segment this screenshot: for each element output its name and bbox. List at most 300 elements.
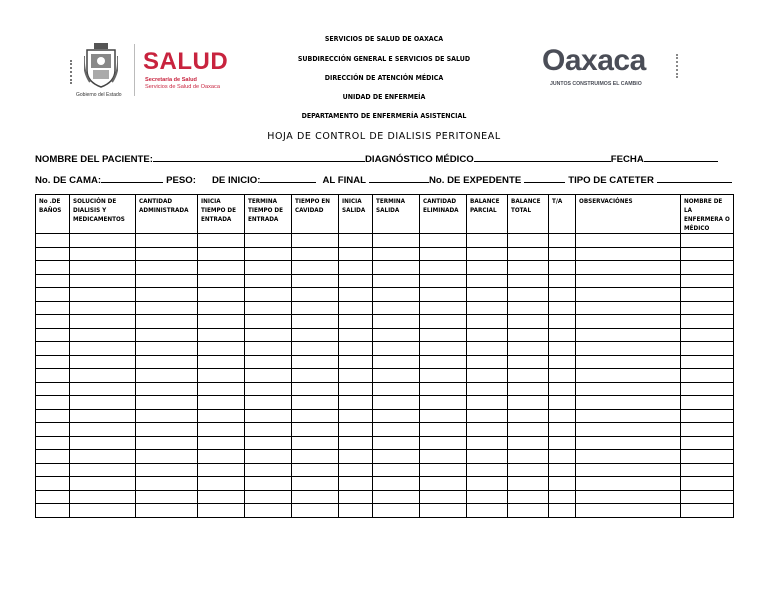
table-cell[interactable] bbox=[198, 423, 245, 437]
table-cell[interactable] bbox=[373, 234, 420, 248]
table-cell[interactable] bbox=[245, 355, 292, 369]
table-cell[interactable] bbox=[681, 504, 734, 518]
table-cell[interactable] bbox=[70, 369, 136, 383]
table-cell[interactable] bbox=[373, 504, 420, 518]
table-cell[interactable] bbox=[576, 247, 681, 261]
table-cell[interactable] bbox=[136, 315, 198, 329]
table-cell[interactable] bbox=[576, 328, 681, 342]
table-cell[interactable] bbox=[292, 261, 339, 275]
table-cell[interactable] bbox=[136, 247, 198, 261]
table-cell[interactable] bbox=[292, 355, 339, 369]
table-cell[interactable] bbox=[467, 423, 508, 437]
table-cell[interactable] bbox=[373, 396, 420, 410]
table-cell[interactable] bbox=[198, 315, 245, 329]
table-cell[interactable] bbox=[36, 261, 70, 275]
table-cell[interactable] bbox=[245, 423, 292, 437]
table-cell[interactable] bbox=[508, 490, 549, 504]
table-cell[interactable] bbox=[508, 261, 549, 275]
table-cell[interactable] bbox=[36, 301, 70, 315]
table-cell[interactable] bbox=[292, 342, 339, 356]
table-cell[interactable] bbox=[420, 315, 467, 329]
table-cell[interactable] bbox=[576, 234, 681, 248]
table-cell[interactable] bbox=[36, 328, 70, 342]
table-cell[interactable] bbox=[136, 409, 198, 423]
table-cell[interactable] bbox=[373, 261, 420, 275]
table-cell[interactable] bbox=[292, 477, 339, 491]
table-cell[interactable] bbox=[36, 436, 70, 450]
table-cell[interactable] bbox=[467, 342, 508, 356]
table-cell[interactable] bbox=[245, 382, 292, 396]
table-cell[interactable] bbox=[198, 436, 245, 450]
table-cell[interactable] bbox=[245, 247, 292, 261]
table-cell[interactable] bbox=[373, 315, 420, 329]
table-cell[interactable] bbox=[292, 463, 339, 477]
table-cell[interactable] bbox=[549, 463, 576, 477]
table-cell[interactable] bbox=[576, 436, 681, 450]
table-cell[interactable] bbox=[576, 355, 681, 369]
table-cell[interactable] bbox=[508, 436, 549, 450]
table-cell[interactable] bbox=[339, 409, 373, 423]
table-cell[interactable] bbox=[70, 288, 136, 302]
table-cell[interactable] bbox=[467, 382, 508, 396]
table-cell[interactable] bbox=[576, 261, 681, 275]
table-cell[interactable] bbox=[339, 369, 373, 383]
table-cell[interactable] bbox=[70, 396, 136, 410]
table-cell[interactable] bbox=[70, 315, 136, 329]
table-cell[interactable] bbox=[373, 490, 420, 504]
table-cell[interactable] bbox=[245, 342, 292, 356]
table-cell[interactable] bbox=[198, 490, 245, 504]
table-cell[interactable] bbox=[681, 396, 734, 410]
table-cell[interactable] bbox=[36, 450, 70, 464]
table-cell[interactable] bbox=[681, 477, 734, 491]
table-cell[interactable] bbox=[339, 355, 373, 369]
table-cell[interactable] bbox=[245, 477, 292, 491]
table-cell[interactable] bbox=[70, 477, 136, 491]
table-cell[interactable] bbox=[508, 396, 549, 410]
table-cell[interactable] bbox=[467, 261, 508, 275]
table-cell[interactable] bbox=[420, 477, 467, 491]
table-cell[interactable] bbox=[373, 288, 420, 302]
table-cell[interactable] bbox=[70, 409, 136, 423]
table-cell[interactable] bbox=[467, 247, 508, 261]
table-cell[interactable] bbox=[467, 450, 508, 464]
table-cell[interactable] bbox=[36, 409, 70, 423]
catheter-type-field[interactable] bbox=[657, 174, 732, 183]
table-cell[interactable] bbox=[373, 369, 420, 383]
table-cell[interactable] bbox=[339, 315, 373, 329]
table-cell[interactable] bbox=[373, 463, 420, 477]
table-cell[interactable] bbox=[508, 342, 549, 356]
table-cell[interactable] bbox=[36, 504, 70, 518]
table-cell[interactable] bbox=[549, 315, 576, 329]
table-cell[interactable] bbox=[681, 288, 734, 302]
table-cell[interactable] bbox=[198, 355, 245, 369]
table-cell[interactable] bbox=[339, 382, 373, 396]
table-cell[interactable] bbox=[508, 355, 549, 369]
table-cell[interactable] bbox=[198, 342, 245, 356]
table-cell[interactable] bbox=[245, 288, 292, 302]
table-cell[interactable] bbox=[549, 261, 576, 275]
table-cell[interactable] bbox=[576, 423, 681, 437]
table-cell[interactable] bbox=[681, 409, 734, 423]
table-cell[interactable] bbox=[136, 490, 198, 504]
table-cell[interactable] bbox=[36, 477, 70, 491]
table-cell[interactable] bbox=[36, 396, 70, 410]
table-cell[interactable] bbox=[420, 261, 467, 275]
table-cell[interactable] bbox=[198, 382, 245, 396]
table-cell[interactable] bbox=[292, 315, 339, 329]
table-cell[interactable] bbox=[467, 409, 508, 423]
table-cell[interactable] bbox=[508, 382, 549, 396]
table-cell[interactable] bbox=[70, 382, 136, 396]
diagnosis-field[interactable] bbox=[474, 153, 611, 162]
table-cell[interactable] bbox=[292, 450, 339, 464]
table-cell[interactable] bbox=[467, 477, 508, 491]
patient-name-field[interactable] bbox=[153, 153, 365, 162]
table-cell[interactable] bbox=[136, 342, 198, 356]
table-cell[interactable] bbox=[70, 328, 136, 342]
table-cell[interactable] bbox=[508, 423, 549, 437]
table-cell[interactable] bbox=[467, 301, 508, 315]
table-cell[interactable] bbox=[681, 301, 734, 315]
table-cell[interactable] bbox=[681, 369, 734, 383]
table-cell[interactable] bbox=[681, 450, 734, 464]
table-cell[interactable] bbox=[70, 261, 136, 275]
table-cell[interactable] bbox=[508, 409, 549, 423]
table-cell[interactable] bbox=[292, 490, 339, 504]
table-cell[interactable] bbox=[245, 315, 292, 329]
table-cell[interactable] bbox=[467, 463, 508, 477]
table-cell[interactable] bbox=[245, 463, 292, 477]
table-cell[interactable] bbox=[420, 382, 467, 396]
table-cell[interactable] bbox=[681, 382, 734, 396]
table-cell[interactable] bbox=[508, 328, 549, 342]
table-cell[interactable] bbox=[508, 504, 549, 518]
table-cell[interactable] bbox=[198, 504, 245, 518]
table-cell[interactable] bbox=[373, 328, 420, 342]
table-cell[interactable] bbox=[198, 288, 245, 302]
table-cell[interactable] bbox=[245, 274, 292, 288]
table-cell[interactable] bbox=[292, 504, 339, 518]
table-cell[interactable] bbox=[549, 369, 576, 383]
table-cell[interactable] bbox=[136, 234, 198, 248]
table-cell[interactable] bbox=[549, 477, 576, 491]
table-cell[interactable] bbox=[373, 423, 420, 437]
table-cell[interactable] bbox=[508, 463, 549, 477]
table-cell[interactable] bbox=[549, 328, 576, 342]
table-cell[interactable] bbox=[136, 328, 198, 342]
table-cell[interactable] bbox=[467, 355, 508, 369]
table-cell[interactable] bbox=[576, 450, 681, 464]
table-cell[interactable] bbox=[136, 261, 198, 275]
table-cell[interactable] bbox=[339, 247, 373, 261]
table-cell[interactable] bbox=[292, 288, 339, 302]
table-cell[interactable] bbox=[339, 463, 373, 477]
table-cell[interactable] bbox=[508, 369, 549, 383]
table-cell[interactable] bbox=[245, 328, 292, 342]
table-cell[interactable] bbox=[36, 274, 70, 288]
table-cell[interactable] bbox=[70, 342, 136, 356]
table-cell[interactable] bbox=[198, 450, 245, 464]
table-cell[interactable] bbox=[420, 369, 467, 383]
table-cell[interactable] bbox=[467, 436, 508, 450]
table-cell[interactable] bbox=[198, 477, 245, 491]
table-cell[interactable] bbox=[467, 274, 508, 288]
table-cell[interactable] bbox=[36, 288, 70, 302]
table-cell[interactable] bbox=[339, 261, 373, 275]
table-cell[interactable] bbox=[467, 288, 508, 302]
table-cell[interactable] bbox=[245, 396, 292, 410]
table-cell[interactable] bbox=[549, 490, 576, 504]
table-cell[interactable] bbox=[245, 369, 292, 383]
table-cell[interactable] bbox=[70, 274, 136, 288]
table-cell[interactable] bbox=[576, 409, 681, 423]
table-cell[interactable] bbox=[549, 450, 576, 464]
table-cell[interactable] bbox=[70, 355, 136, 369]
table-cell[interactable] bbox=[373, 436, 420, 450]
table-cell[interactable] bbox=[549, 436, 576, 450]
table-cell[interactable] bbox=[198, 409, 245, 423]
table-cell[interactable] bbox=[70, 423, 136, 437]
table-cell[interactable] bbox=[420, 301, 467, 315]
table-cell[interactable] bbox=[373, 247, 420, 261]
record-number-field[interactable] bbox=[524, 174, 565, 183]
table-cell[interactable] bbox=[339, 288, 373, 302]
table-cell[interactable] bbox=[339, 490, 373, 504]
table-cell[interactable] bbox=[576, 490, 681, 504]
table-cell[interactable] bbox=[467, 490, 508, 504]
table-cell[interactable] bbox=[576, 274, 681, 288]
table-cell[interactable] bbox=[467, 396, 508, 410]
table-cell[interactable] bbox=[292, 396, 339, 410]
table-cell[interactable] bbox=[36, 382, 70, 396]
table-cell[interactable] bbox=[36, 490, 70, 504]
table-cell[interactable] bbox=[245, 261, 292, 275]
table-cell[interactable] bbox=[245, 301, 292, 315]
table-cell[interactable] bbox=[245, 409, 292, 423]
table-cell[interactable] bbox=[36, 342, 70, 356]
table-cell[interactable] bbox=[292, 436, 339, 450]
table-cell[interactable] bbox=[549, 423, 576, 437]
table-cell[interactable] bbox=[467, 234, 508, 248]
table-cell[interactable] bbox=[70, 504, 136, 518]
table-cell[interactable] bbox=[576, 301, 681, 315]
table-cell[interactable] bbox=[681, 315, 734, 329]
table-cell[interactable] bbox=[198, 301, 245, 315]
table-cell[interactable] bbox=[549, 274, 576, 288]
table-cell[interactable] bbox=[339, 328, 373, 342]
table-cell[interactable] bbox=[576, 396, 681, 410]
table-cell[interactable] bbox=[681, 328, 734, 342]
table-cell[interactable] bbox=[373, 477, 420, 491]
table-cell[interactable] bbox=[70, 490, 136, 504]
table-cell[interactable] bbox=[549, 382, 576, 396]
table-cell[interactable] bbox=[245, 436, 292, 450]
table-cell[interactable] bbox=[136, 288, 198, 302]
table-cell[interactable] bbox=[508, 315, 549, 329]
table-cell[interactable] bbox=[36, 355, 70, 369]
table-cell[interactable] bbox=[70, 301, 136, 315]
table-cell[interactable] bbox=[508, 274, 549, 288]
table-cell[interactable] bbox=[576, 288, 681, 302]
table-cell[interactable] bbox=[508, 301, 549, 315]
table-cell[interactable] bbox=[198, 328, 245, 342]
table-cell[interactable] bbox=[420, 504, 467, 518]
table-cell[interactable] bbox=[681, 355, 734, 369]
table-cell[interactable] bbox=[576, 342, 681, 356]
table-cell[interactable] bbox=[198, 396, 245, 410]
table-cell[interactable] bbox=[420, 409, 467, 423]
table-cell[interactable] bbox=[36, 315, 70, 329]
table-cell[interactable] bbox=[508, 247, 549, 261]
table-cell[interactable] bbox=[420, 328, 467, 342]
table-cell[interactable] bbox=[681, 436, 734, 450]
table-cell[interactable] bbox=[70, 450, 136, 464]
table-cell[interactable] bbox=[420, 436, 467, 450]
table-cell[interactable] bbox=[467, 504, 508, 518]
table-cell[interactable] bbox=[136, 450, 198, 464]
table-cell[interactable] bbox=[36, 234, 70, 248]
table-cell[interactable] bbox=[681, 463, 734, 477]
table-cell[interactable] bbox=[198, 234, 245, 248]
table-cell[interactable] bbox=[576, 315, 681, 329]
table-cell[interactable] bbox=[576, 382, 681, 396]
table-cell[interactable] bbox=[136, 463, 198, 477]
table-cell[interactable] bbox=[549, 247, 576, 261]
table-cell[interactable] bbox=[198, 369, 245, 383]
table-cell[interactable] bbox=[373, 342, 420, 356]
table-cell[interactable] bbox=[420, 274, 467, 288]
table-cell[interactable] bbox=[136, 477, 198, 491]
table-cell[interactable] bbox=[339, 436, 373, 450]
table-cell[interactable] bbox=[339, 301, 373, 315]
table-cell[interactable] bbox=[245, 490, 292, 504]
table-cell[interactable] bbox=[508, 477, 549, 491]
table-cell[interactable] bbox=[420, 234, 467, 248]
table-cell[interactable] bbox=[420, 247, 467, 261]
table-cell[interactable] bbox=[420, 355, 467, 369]
table-cell[interactable] bbox=[576, 369, 681, 383]
table-cell[interactable] bbox=[576, 477, 681, 491]
table-cell[interactable] bbox=[373, 274, 420, 288]
table-cell[interactable] bbox=[136, 382, 198, 396]
table-cell[interactable] bbox=[373, 409, 420, 423]
table-cell[interactable] bbox=[420, 490, 467, 504]
table-cell[interactable] bbox=[549, 342, 576, 356]
table-cell[interactable] bbox=[420, 342, 467, 356]
start-field[interactable] bbox=[260, 174, 316, 183]
table-cell[interactable] bbox=[508, 288, 549, 302]
table-cell[interactable] bbox=[70, 247, 136, 261]
table-cell[interactable] bbox=[549, 288, 576, 302]
table-cell[interactable] bbox=[245, 450, 292, 464]
table-cell[interactable] bbox=[549, 409, 576, 423]
table-cell[interactable] bbox=[70, 436, 136, 450]
table-cell[interactable] bbox=[36, 369, 70, 383]
table-cell[interactable] bbox=[420, 396, 467, 410]
table-cell[interactable] bbox=[136, 301, 198, 315]
table-cell[interactable] bbox=[467, 315, 508, 329]
table-cell[interactable] bbox=[373, 355, 420, 369]
table-cell[interactable] bbox=[292, 409, 339, 423]
table-cell[interactable] bbox=[339, 450, 373, 464]
table-cell[interactable] bbox=[36, 247, 70, 261]
table-cell[interactable] bbox=[292, 382, 339, 396]
table-cell[interactable] bbox=[136, 396, 198, 410]
table-cell[interactable] bbox=[373, 450, 420, 464]
table-cell[interactable] bbox=[339, 342, 373, 356]
table-cell[interactable] bbox=[136, 274, 198, 288]
table-cell[interactable] bbox=[136, 355, 198, 369]
table-cell[interactable] bbox=[420, 463, 467, 477]
table-cell[interactable] bbox=[549, 234, 576, 248]
table-cell[interactable] bbox=[420, 423, 467, 437]
table-cell[interactable] bbox=[373, 301, 420, 315]
bed-number-field[interactable] bbox=[101, 174, 163, 183]
table-cell[interactable] bbox=[549, 396, 576, 410]
table-cell[interactable] bbox=[136, 504, 198, 518]
table-cell[interactable] bbox=[681, 490, 734, 504]
date-field[interactable] bbox=[644, 153, 718, 162]
table-cell[interactable] bbox=[339, 274, 373, 288]
table-cell[interactable] bbox=[339, 396, 373, 410]
table-cell[interactable] bbox=[549, 504, 576, 518]
table-cell[interactable] bbox=[681, 261, 734, 275]
table-cell[interactable] bbox=[136, 423, 198, 437]
table-cell[interactable] bbox=[245, 234, 292, 248]
table-cell[interactable] bbox=[36, 463, 70, 477]
end-field[interactable] bbox=[369, 174, 429, 183]
table-cell[interactable] bbox=[373, 382, 420, 396]
table-cell[interactable] bbox=[508, 450, 549, 464]
table-cell[interactable] bbox=[292, 274, 339, 288]
table-cell[interactable] bbox=[576, 463, 681, 477]
table-cell[interactable] bbox=[549, 355, 576, 369]
table-cell[interactable] bbox=[36, 423, 70, 437]
table-cell[interactable] bbox=[549, 301, 576, 315]
table-cell[interactable] bbox=[681, 342, 734, 356]
table-cell[interactable] bbox=[420, 288, 467, 302]
table-cell[interactable] bbox=[198, 261, 245, 275]
table-cell[interactable] bbox=[339, 423, 373, 437]
table-cell[interactable] bbox=[681, 234, 734, 248]
table-cell[interactable] bbox=[339, 504, 373, 518]
table-cell[interactable] bbox=[292, 423, 339, 437]
table-cell[interactable] bbox=[198, 247, 245, 261]
table-cell[interactable] bbox=[292, 369, 339, 383]
table-cell[interactable] bbox=[292, 247, 339, 261]
table-cell[interactable] bbox=[245, 504, 292, 518]
table-cell[interactable] bbox=[420, 450, 467, 464]
table-cell[interactable] bbox=[70, 463, 136, 477]
table-cell[interactable] bbox=[292, 301, 339, 315]
table-cell[interactable] bbox=[292, 234, 339, 248]
table-cell[interactable] bbox=[198, 463, 245, 477]
table-cell[interactable] bbox=[681, 247, 734, 261]
table-cell[interactable] bbox=[508, 234, 549, 248]
table-cell[interactable] bbox=[70, 234, 136, 248]
table-cell[interactable] bbox=[681, 274, 734, 288]
table-cell[interactable] bbox=[681, 423, 734, 437]
table-cell[interactable] bbox=[136, 369, 198, 383]
table-cell[interactable] bbox=[136, 436, 198, 450]
table-cell[interactable] bbox=[467, 328, 508, 342]
table-cell[interactable] bbox=[576, 504, 681, 518]
table-cell[interactable] bbox=[467, 369, 508, 383]
table-cell[interactable] bbox=[339, 234, 373, 248]
table-cell[interactable] bbox=[198, 274, 245, 288]
